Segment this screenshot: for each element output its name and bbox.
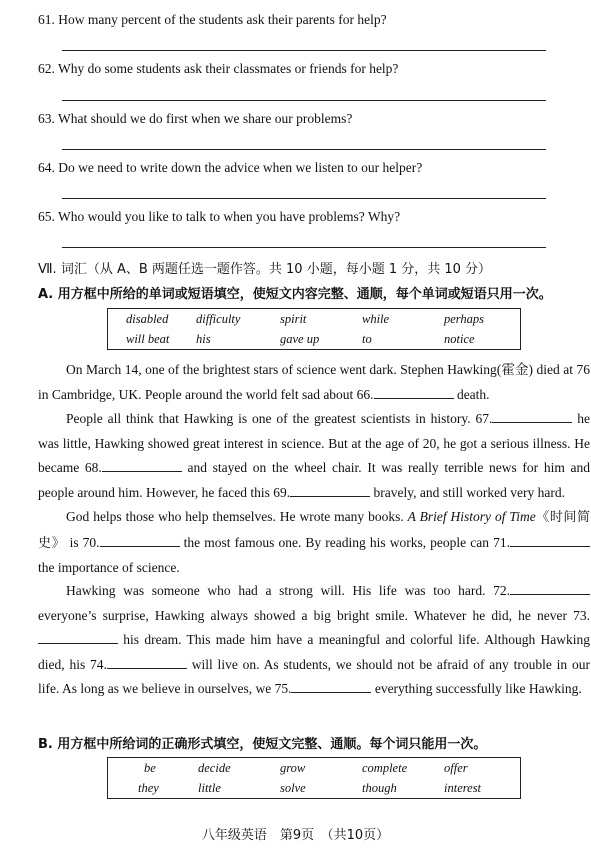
blank-69[interactable] bbox=[290, 482, 370, 497]
blank-67[interactable] bbox=[492, 408, 572, 423]
question-61: 61. How many percent of the students ask their parents for help? bbox=[38, 12, 387, 27]
word-box-b bbox=[107, 757, 521, 799]
blank-73[interactable] bbox=[38, 629, 118, 644]
blank-68[interactable] bbox=[102, 457, 182, 472]
answer-line-61[interactable] bbox=[62, 50, 546, 51]
box-b-word: they bbox=[138, 781, 159, 795]
answer-line-64[interactable] bbox=[62, 198, 546, 199]
box-b-word: be bbox=[144, 761, 156, 775]
paragraph-1: On March 14, one of the brightest stars of science went dark. Stephen Hawking(霍金) died at 76 in Cambridge, UK. People around the world felt sad about 66. death. bbox=[38, 362, 590, 402]
box-a-word: spirit bbox=[280, 312, 307, 326]
box-b-word: offer bbox=[444, 761, 468, 775]
box-a-word: perhaps bbox=[444, 312, 485, 326]
blank-70[interactable] bbox=[100, 532, 180, 547]
blank-75[interactable] bbox=[291, 678, 371, 693]
blank-72[interactable] bbox=[510, 580, 590, 595]
box-a-word: while bbox=[362, 312, 390, 326]
answer-line-63[interactable] bbox=[62, 149, 546, 150]
part-a-title: A. 用方框中所给的单词或短语填空，使短文内容完整、通顺，每个单词或短语只用一次。 bbox=[38, 287, 552, 302]
box-a-word: his bbox=[196, 332, 211, 346]
answer-line-62[interactable] bbox=[62, 100, 546, 101]
question-65: 65. Who would you like to talk to when you have problems? Why? bbox=[38, 209, 401, 224]
box-a-word: notice bbox=[444, 332, 475, 346]
box-a-word: difficulty bbox=[196, 312, 241, 326]
box-a-word: will beat bbox=[126, 332, 170, 346]
word-box-a bbox=[107, 308, 521, 350]
part-b-title: B. 用方框中所给词的正确形式填空，使短文完整、通顺。每个词只能用一次。 bbox=[38, 737, 487, 752]
blank-74[interactable] bbox=[107, 654, 187, 669]
answer-line-65[interactable] bbox=[62, 247, 546, 248]
paragraph-4: Hawking was someone who had a strong will. His life was too hard. 72. everyone’s surprise, Hawking always showed a big bright smile. Whatever he did, he never 73. his dream. This made him have a meaningful and colorful life. Although Hawking died, his 74. will live on. As students, we should not be afraid of any trouble in our life. As long as we believe in ourselves, we 75. everything successfully like Hawking. bbox=[38, 579, 590, 702]
question-62: 62. Why do some students ask their classmates or friends for help? bbox=[38, 61, 399, 76]
question-63: 63. What should we do first when we share our problems? bbox=[38, 111, 353, 126]
paragraph-3: God helps those who help themselves. He wrote many books. A Brief History of Time《时间简史》 is 70. the most famous one. By reading his works, people can 71. the importance of science. bbox=[38, 509, 590, 576]
question-64: 64. Do we need to write down the advice when we listen to our helper? bbox=[38, 160, 423, 175]
box-b-word: interest bbox=[444, 781, 482, 795]
box-b-word: complete bbox=[362, 761, 408, 775]
blank-66[interactable] bbox=[374, 384, 454, 399]
paragraph-2: People all think that Hawking is one of the greatest scientists in history. 67. he was little, Hawking showed great interest in science. But at the age of 20, he got a serious illness. He became 68. and stayed on the wheel chair. It was really terrible news for him and people around him. However, he faced this 69. bravely, and still worked very hard. bbox=[38, 407, 590, 505]
section-heading: Ⅶ. 词汇（从 A、B 两题任选一题作答。共 10 小题，每小题 1 分，共 10 分） bbox=[38, 262, 492, 277]
box-a-word: to bbox=[362, 332, 372, 346]
box-b-word: little bbox=[198, 781, 221, 795]
box-a-word: gave up bbox=[280, 332, 320, 346]
box-a-word: disabled bbox=[126, 312, 169, 326]
box-b-word: though bbox=[362, 781, 397, 795]
box-b-word: solve bbox=[280, 781, 306, 795]
blank-71[interactable] bbox=[510, 532, 590, 547]
page-footer: 八年级英语 第9页 （共10页） bbox=[201, 828, 390, 843]
box-b-word: grow bbox=[280, 761, 306, 775]
box-b-word: decide bbox=[198, 761, 231, 775]
